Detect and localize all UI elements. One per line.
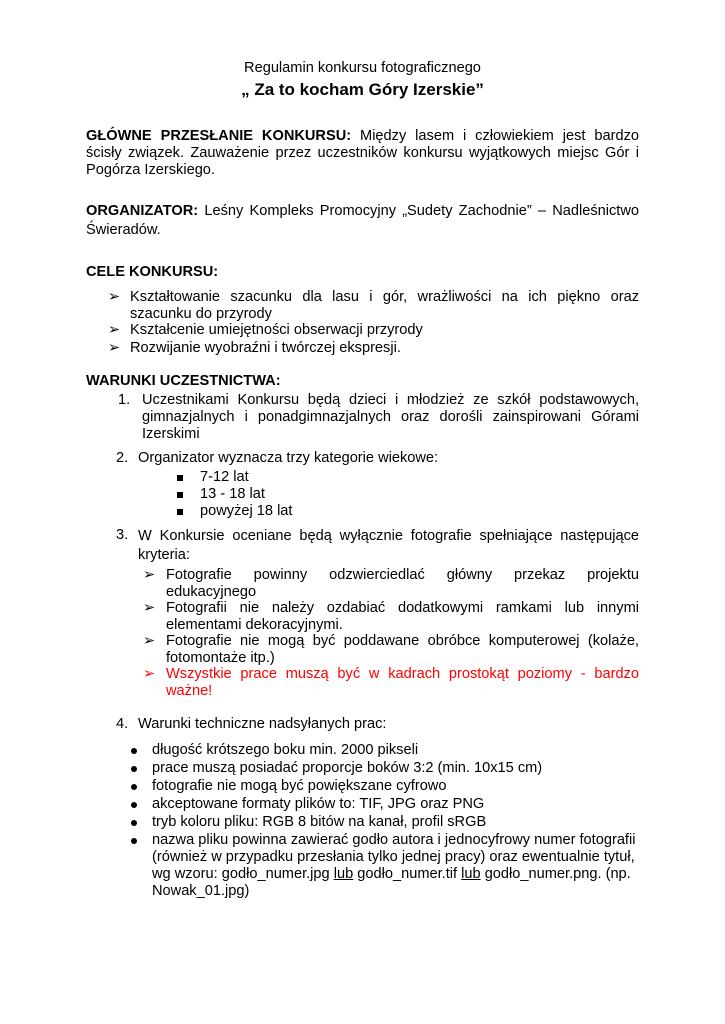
item-text: Uczestnikami Konkursu będą dzieci i młodzież ze szkół podstawowych, gimnazjalnych i ponadgimnazjalnych oraz dorośli zainspirowani Górami Izerskimi xyxy=(142,392,639,442)
naming-rule xyxy=(152,832,639,900)
arrow-bullet-icon: ➢ xyxy=(143,633,156,649)
age-category: 7-12 lat xyxy=(200,469,249,485)
item-text: W Konkursie oceniane będą wyłącznie fotografie spełniające następujące kryteria: xyxy=(138,528,639,563)
round-bullet-icon xyxy=(131,784,137,790)
criterion-text: Fotografie powinny odzwierciedlać główny przekaz projektu edukacyjnego xyxy=(166,567,639,600)
spec-text: prace muszą posiadać proporcje boków 3:2 (min. 10x15 cm) xyxy=(152,760,543,776)
item-number: 1. xyxy=(118,392,131,408)
organizer xyxy=(86,202,639,240)
spec-text: długość krótszego boku min. 2000 pikseli xyxy=(152,742,419,758)
square-bullet-icon xyxy=(177,492,183,498)
organizer-label: ORGANIZATOR: xyxy=(86,203,199,219)
item-text: Warunki techniczne nadsyłanych prac: xyxy=(138,716,387,732)
naming-rule-text: nazwa pliku powinna zawierać godło autora i jednocyfrowy numer fotografii (również w przypadku przesłania tylko jednej pracy) oraz ewentualnie tytuł, wg wzoru: godło_numer.jpg xyxy=(152,832,636,882)
round-bullet-icon xyxy=(131,766,137,772)
goals-heading: CELE KONKURSU: xyxy=(86,264,219,280)
criterion-text: Fotografii nie należy ozdabiać dodatkowymi ramkami lub innymi elementami dekoracyjnymi. xyxy=(166,600,639,633)
goal-text: Kształcenie umiejętności obserwacji przyrody xyxy=(130,322,423,338)
age-category: powyżej 18 lat xyxy=(200,503,293,519)
spec-text: fotografie nie mogą być powiększane cyfrowo xyxy=(152,778,447,794)
main-message-label: GŁÓWNE PRZESŁANIE KONKURSU: xyxy=(86,128,352,144)
or-word: lub xyxy=(461,866,481,882)
arrow-bullet-icon: ➢ xyxy=(143,666,156,682)
age-category: 13 - 18 lat xyxy=(200,486,265,502)
organizer-text: Leśny Kompleks Promocyjny „Sudety Zachodnie” – Nadleśnictwo Świeradów. xyxy=(86,203,639,238)
arrow-bullet-icon: ➢ xyxy=(108,289,121,305)
arrow-bullet-icon: ➢ xyxy=(108,322,121,338)
naming-example: godło_numer.png. (np. Nowak_01.jpg) xyxy=(152,866,631,899)
round-bullet-icon xyxy=(131,748,137,754)
spec-text: akceptowane formaty plików to: TIF, JPG oraz PNG xyxy=(152,796,485,812)
spec-text: tryb koloru pliku: RGB 8 bitów na kanał, profil sRGB xyxy=(152,814,487,830)
main-message xyxy=(86,128,639,179)
item-text: Organizator wyznacza trzy kategorie wiekowe: xyxy=(138,450,439,466)
round-bullet-icon xyxy=(131,820,137,826)
square-bullet-icon xyxy=(177,509,183,515)
round-bullet-icon xyxy=(131,802,137,808)
round-bullet-icon xyxy=(131,838,137,844)
or-word: lub xyxy=(333,866,354,882)
item-number: 2. xyxy=(116,450,129,466)
goal-text: Rozwijanie wyobraźni i twórczej ekspresji. xyxy=(130,340,401,356)
conditions-heading: WARUNKI UCZESTNICTWA: xyxy=(86,373,281,389)
doc-subtitle: Regulamin konkursu fotograficznego xyxy=(244,60,481,76)
square-bullet-icon xyxy=(177,475,183,481)
goal-text: Kształtowanie szacunku dla lasu i gór, wrażliwości na ich piękno oraz szacunku do przyrody xyxy=(130,289,639,322)
arrow-bullet-icon: ➢ xyxy=(143,567,156,583)
item-number: 4. xyxy=(116,716,129,732)
arrow-bullet-icon: ➢ xyxy=(108,340,121,356)
item-number: 3. xyxy=(116,527,129,543)
criterion-text: Fotografie nie mogą być poddawane obróbce komputerowej (kolaże, fotomontaże itp.) xyxy=(166,633,639,666)
main-message-text: Między lasem i człowiekiem jest bardzo ścisły związek. Zauważenie przez uczestników konkursu wyjątkowych miejsc Gór i Pogórza Izerskiego. xyxy=(86,128,639,178)
arrow-bullet-icon: ➢ xyxy=(143,600,156,616)
important-text: Wszystkie prace muszą być w kadrach prostokąt poziomy - bardzo ważne! xyxy=(166,666,639,699)
doc-title: „ Za to kocham Góry Izerskie” xyxy=(241,80,484,99)
naming-example: godło_numer.tif xyxy=(357,866,458,882)
